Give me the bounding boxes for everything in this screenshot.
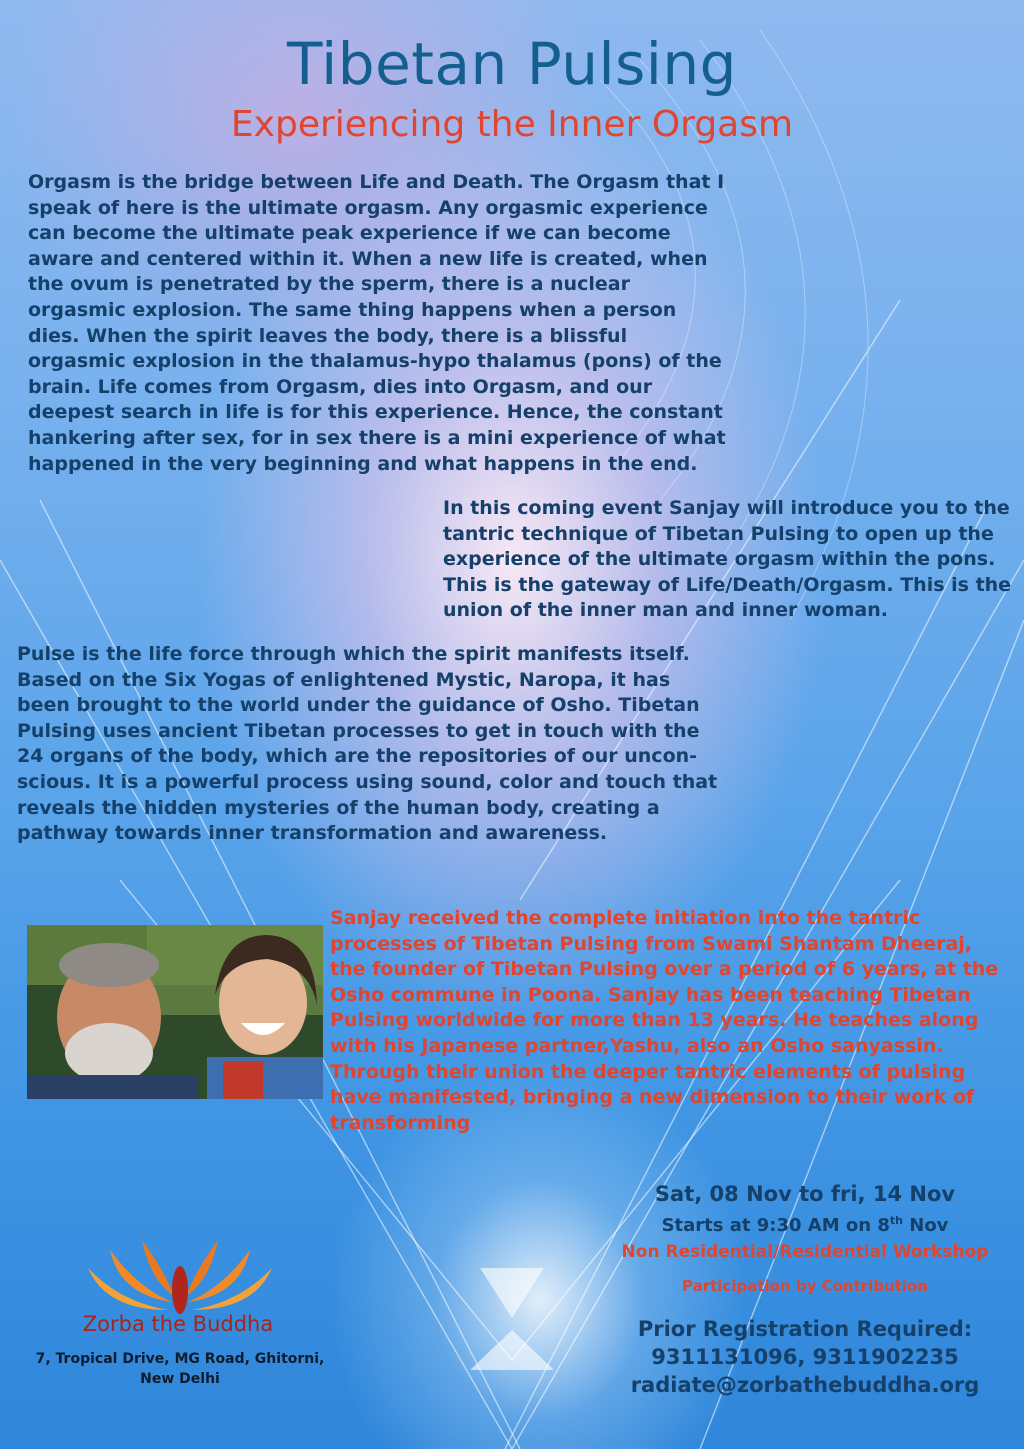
workshop-type: Non Residential/Residential Workshop xyxy=(621,1242,989,1262)
email-link[interactable]: radiate@zorbathebuddha.org xyxy=(630,1373,980,1397)
page-subtitle: Experiencing the Inner Orgasm xyxy=(230,104,794,145)
bio-paragraph: Sanjay received the complete initiation into the tantric processes of Tibetan Pulsing from Swami Shantam Dheeraj, the founder of Tibetan Pulsing over a period of 6 years, at the Osho commune in Poona. Sanjay has been teaching Tibetan Pulsing worldwide for more than 13 years. He teaches along with his Japanese partner,Yashu, also an Osho sanyassin. Through their union the deeper tantric elements of pulsing have manifested, bringing a new dimension to their work of transforming xyxy=(330,907,999,1134)
lotus-logo-icon xyxy=(80,1240,280,1320)
organizer-address: 7, Tropical Drive, MG Road, Ghitorni, New Delhi xyxy=(35,1351,325,1387)
event-start-time: Starts at 9:30 AM on 8th Nov xyxy=(661,1214,949,1236)
event-dates: Sat, 08 Nov to fri, 14 Nov xyxy=(654,1182,956,1206)
organizer-name: Zorba the Buddha xyxy=(82,1312,274,1336)
page-title: Tibetan Pulsing xyxy=(287,30,737,98)
facilitators-photo xyxy=(27,925,323,1099)
pulse-paragraph: Pulse is the life force through which the spirit manifests itself. Based on the Six Yogas of enlightened Mystic, Naropa, it has been brought to the world under the guidance of Osho. Tibetan Pulsing uses ancient Tibetan processes to get in touch with the 24 organs of the body, which are the repositories of our uncon-scious. It is a powerful process using sound, color and touch that reveals the hidden mysteries of the human body, creating a pathway towards inner transformation and awareness. xyxy=(17,643,718,845)
participation-note: Participation by Contribution xyxy=(682,1277,928,1295)
registration-heading: Prior Registration Required: xyxy=(637,1317,973,1341)
event-details xyxy=(600,1180,1010,1399)
intro-paragraph: Orgasm is the bridge between Life and Death. The Orgasm that I speak of here is the ultimate orgasm. Any orgasmic experience can become the ultimate peak experience if we can become aware and centered within it. When a new life is created, when the ovum is penetrated by the sperm, there is a nuclear orgasmic explosion. The same thing happens when a person dies. When the spirit leaves the body, there is a blissful orgasmic explosion in the thalamus-hypo thalamus (pons) of the brain. Life comes from Orgasm, dies into Orgasm, and our deepest search in life is for this experience. Hence, the constant hankering after sex, for in sex there is a mini experience of what happened in the very beginning and what happens in the end. xyxy=(28,171,726,475)
phone-numbers[interactable]: 9311131096, 9311902235 xyxy=(651,1345,959,1369)
event-intro-paragraph: In this coming event Sanjay will introduce you to the tantric technique of Tibetan Pulsing to open up the experience of the ultimate orgasm within the pons. This is the gateway of Life/Death/Orgasm. This is the union of the inner man and inner woman. xyxy=(443,497,1012,622)
